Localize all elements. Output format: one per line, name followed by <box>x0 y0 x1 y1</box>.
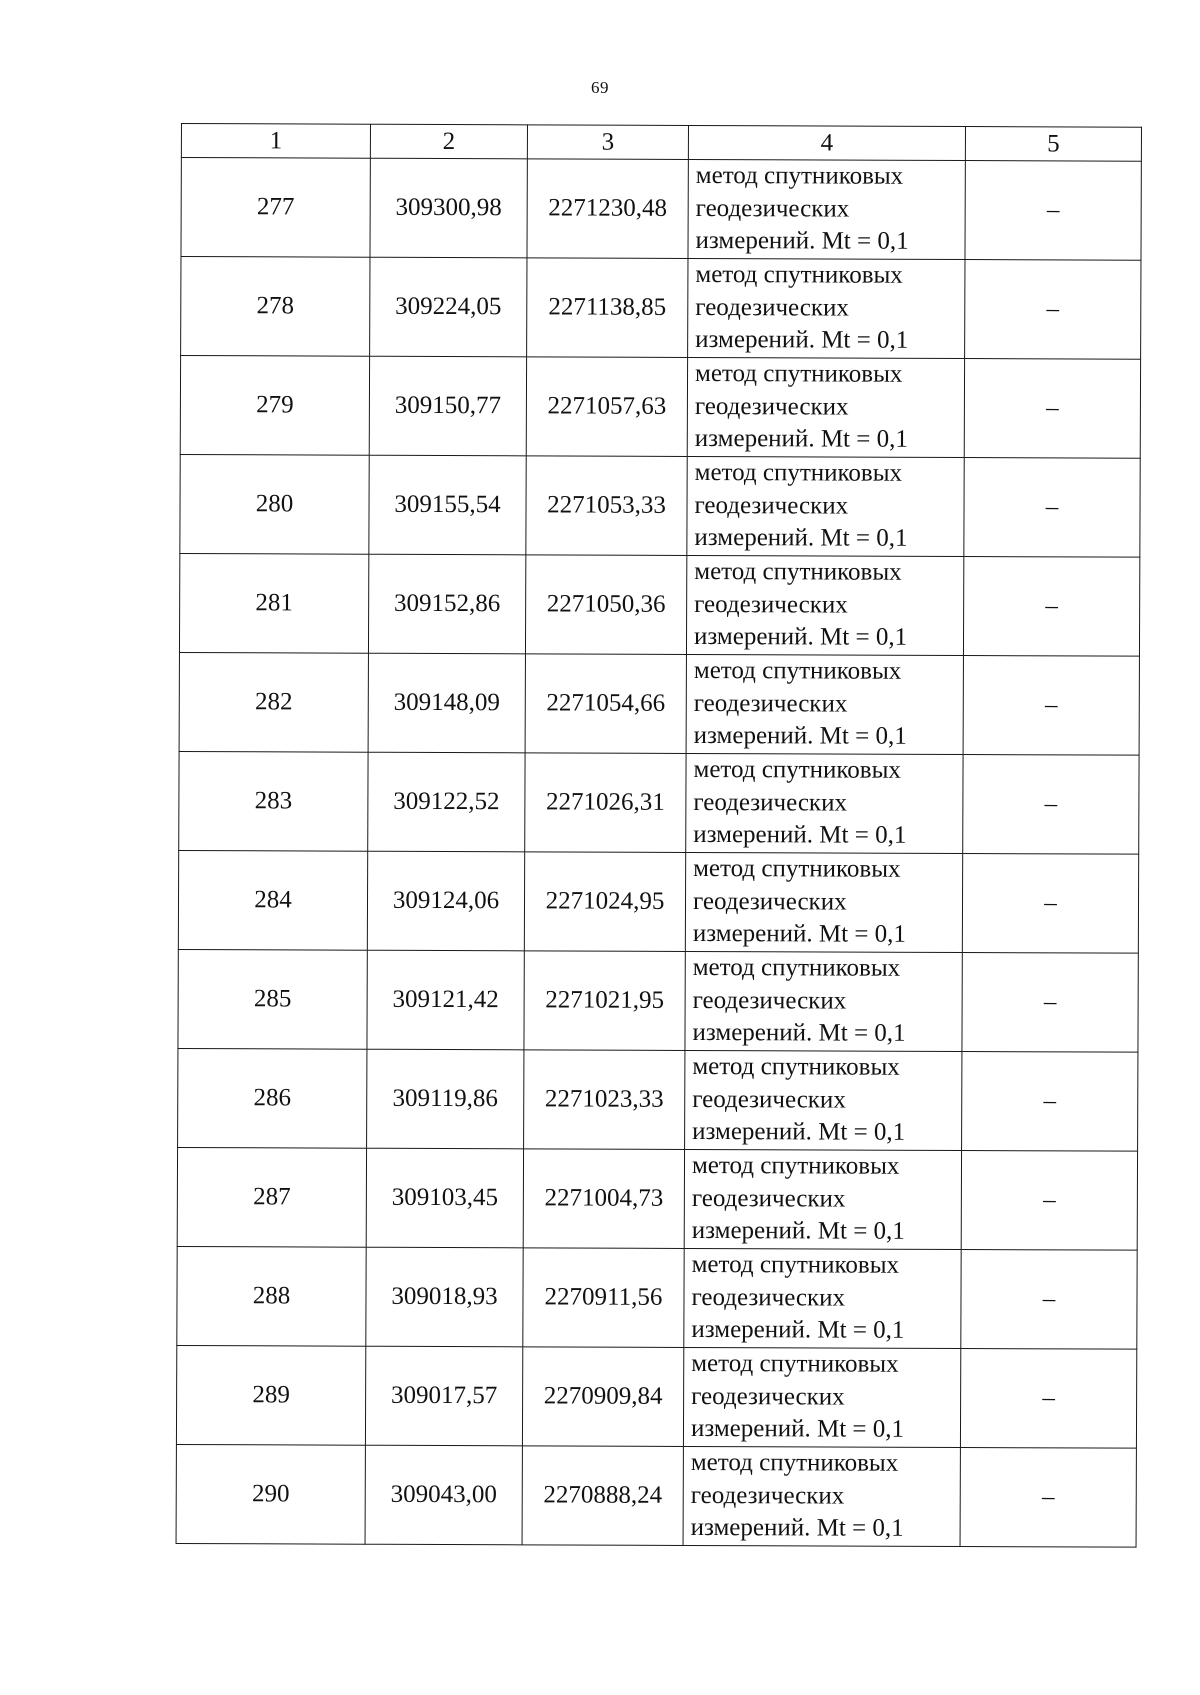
method-text-line: метод спутниковых <box>692 1053 900 1082</box>
coordinates-table-wrapper <box>176 123 1142 1548</box>
point-number-cell: 279 <box>180 356 369 456</box>
method-text-line: геодезических <box>693 788 848 817</box>
method-text-line: измерений. Mt = 0,1 <box>694 524 908 553</box>
y-coordinate-cell: 2270909,84 <box>522 1347 683 1447</box>
table-row <box>179 553 1139 656</box>
note-cell: – <box>962 1052 1138 1152</box>
method-text-line: измерений. Mt = 0,1 <box>692 1019 906 1048</box>
method-text-line: геодезических <box>691 1382 845 1411</box>
x-coordinate-cell: 309017,57 <box>365 1346 522 1446</box>
x-coordinate-cell: 309300,98 <box>370 158 527 258</box>
x-coordinate-cell: 309018,93 <box>366 1247 523 1347</box>
method-text-line: геодезических <box>692 1085 846 1114</box>
y-coordinate-cell: 2271024,95 <box>524 852 685 952</box>
point-number-cell: 289 <box>176 1345 365 1445</box>
coordinates-table <box>176 123 1142 1548</box>
column-header-2: 2 <box>370 124 527 159</box>
table-row <box>180 454 1140 557</box>
method-text-line: измерений. Mt = 0,1 <box>694 425 908 454</box>
note-cell: – <box>961 1151 1137 1251</box>
note-cell: – <box>960 1349 1136 1449</box>
method-text-line: метод спутниковых <box>692 954 901 983</box>
method-cell <box>688 258 965 358</box>
note-cell: – <box>961 1250 1137 1350</box>
x-coordinate-cell: 309043,00 <box>365 1445 522 1545</box>
y-coordinate-cell: 2271054,66 <box>525 654 686 754</box>
method-text-line: метод спутниковых <box>691 1152 900 1181</box>
method-text-line: измерений. Mt = 0,1 <box>691 1316 905 1345</box>
y-coordinate-cell: 2271026,31 <box>525 753 686 853</box>
method-cell <box>685 951 962 1051</box>
table-row <box>180 356 1140 459</box>
x-coordinate-cell: 309224,05 <box>370 257 527 357</box>
table-row <box>176 1345 1136 1448</box>
y-coordinate-cell: 2271004,73 <box>523 1149 684 1249</box>
table-row <box>181 257 1141 360</box>
method-text-line: геодезических <box>692 986 847 1015</box>
method-cell <box>687 357 964 457</box>
point-number-cell: 280 <box>180 454 369 554</box>
method-cell <box>687 456 964 556</box>
y-coordinate-cell: 2270911,56 <box>523 1248 684 1348</box>
x-coordinate-cell: 309124,06 <box>367 851 524 951</box>
header-row <box>181 124 1141 162</box>
y-coordinate-cell: 2271138,85 <box>527 258 688 358</box>
x-coordinate-cell: 309150,77 <box>369 356 526 456</box>
method-text-line: метод спутниковых <box>695 162 904 191</box>
table-row <box>179 652 1139 755</box>
x-coordinate-cell: 309148,09 <box>368 653 525 753</box>
page-number: 69 <box>591 78 609 97</box>
method-cell <box>688 159 965 259</box>
method-text-line: метод спутниковых <box>694 459 903 488</box>
point-number-cell: 283 <box>179 751 368 851</box>
method-text-line: геодезических <box>690 1481 845 1510</box>
method-text-line: метод спутниковых <box>691 1350 899 1379</box>
point-number-cell: 281 <box>179 553 368 653</box>
method-text-line: измерений. Mt = 0,1 <box>695 326 909 355</box>
note-cell: – <box>965 161 1141 261</box>
column-header-4: 4 <box>688 125 965 160</box>
method-text-line: геодезических <box>694 590 848 619</box>
x-coordinate-cell: 309122,52 <box>368 752 525 852</box>
point-number-cell: 286 <box>178 1048 367 1148</box>
method-text-line: геодезических <box>694 491 849 520</box>
method-text-line: метод спутниковых <box>693 657 902 686</box>
y-coordinate-cell: 2270888,24 <box>522 1446 683 1546</box>
column-header-1: 1 <box>181 124 370 159</box>
method-text-line: геодезических <box>694 392 849 421</box>
method-cell <box>686 753 963 853</box>
point-number-cell: 284 <box>178 850 367 950</box>
note-cell: – <box>965 260 1141 360</box>
method-text-line: метод спутниковых <box>695 261 903 290</box>
x-coordinate-cell: 309152,86 <box>368 554 525 654</box>
method-text-line: измерений. Mt = 0,1 <box>692 1118 906 1147</box>
point-number-cell: 285 <box>178 949 367 1049</box>
point-number-cell: 290 <box>176 1444 365 1544</box>
note-cell: – <box>963 755 1139 855</box>
method-text-line: метод спутниковых <box>693 855 901 884</box>
method-cell <box>683 1446 960 1546</box>
note-cell: – <box>963 656 1139 756</box>
y-coordinate-cell: 2271050,36 <box>525 555 686 655</box>
method-text-line: геодезических <box>692 887 847 916</box>
x-coordinate-cell: 309121,42 <box>367 950 524 1050</box>
table-row <box>178 949 1138 1052</box>
note-cell: – <box>960 1448 1136 1548</box>
method-text-line: метод спутниковых <box>693 756 901 785</box>
method-text-line: измерений. Mt = 0,1 <box>695 227 909 256</box>
method-text-line: измерений. Mt = 0,1 <box>690 1415 905 1444</box>
table-row <box>179 751 1139 854</box>
method-cell <box>685 852 962 952</box>
method-text-line: геодезических <box>691 1184 846 1213</box>
table-row <box>181 158 1141 261</box>
method-cell <box>686 555 963 655</box>
table-row <box>178 1048 1138 1151</box>
method-text-line: метод спутниковых <box>690 1449 899 1478</box>
method-text-line: метод спутниковых <box>694 360 903 389</box>
column-header-3: 3 <box>527 125 688 160</box>
point-number-cell: 287 <box>177 1147 366 1247</box>
method-cell <box>684 1149 961 1249</box>
method-cell <box>683 1347 960 1447</box>
point-number-cell: 282 <box>179 652 368 752</box>
method-cell <box>685 1050 962 1150</box>
table-row <box>178 850 1138 953</box>
method-cell <box>684 1248 961 1348</box>
y-coordinate-cell: 2271230,48 <box>527 159 688 259</box>
table-row <box>176 1444 1136 1547</box>
method-text-line: измерений. Mt = 0,1 <box>693 821 907 850</box>
method-text-line: метод спутниковых <box>691 1251 900 1280</box>
point-number-cell: 278 <box>181 257 370 357</box>
note-cell: – <box>962 953 1138 1053</box>
method-text-line: измерений. Mt = 0,1 <box>690 1514 904 1543</box>
method-text-line: метод спутниковых <box>694 558 902 587</box>
method-text-line: геодезических <box>693 689 848 718</box>
note-cell: – <box>962 854 1138 954</box>
method-text-line: геодезических <box>695 194 850 223</box>
table-row <box>177 1246 1137 1349</box>
method-text-line: геодезических <box>691 1283 846 1312</box>
method-text-line: измерений. Mt = 0,1 <box>693 623 908 652</box>
column-header-5: 5 <box>965 127 1141 162</box>
method-text-line: измерений. Mt = 0,1 <box>691 1217 905 1246</box>
x-coordinate-cell: 309155,54 <box>369 455 526 555</box>
method-text-line: геодезических <box>695 293 849 322</box>
note-cell: – <box>963 557 1139 657</box>
y-coordinate-cell: 2271053,33 <box>526 456 687 556</box>
method-text-line: измерений. Mt = 0,1 <box>692 920 907 949</box>
x-coordinate-cell: 309103,45 <box>366 1148 523 1248</box>
x-coordinate-cell: 309119,86 <box>367 1049 524 1149</box>
method-cell <box>686 654 963 754</box>
y-coordinate-cell: 2271021,95 <box>524 951 685 1051</box>
y-coordinate-cell: 2271023,33 <box>524 1050 685 1150</box>
table-body <box>176 158 1141 1548</box>
point-number-cell: 288 <box>177 1246 366 1346</box>
method-text-line: измерений. Mt = 0,1 <box>693 722 907 751</box>
y-coordinate-cell: 2271057,63 <box>526 357 687 457</box>
note-cell: – <box>964 458 1140 558</box>
point-number-cell: 277 <box>181 158 370 258</box>
note-cell: – <box>964 359 1140 459</box>
table-row <box>177 1147 1137 1250</box>
